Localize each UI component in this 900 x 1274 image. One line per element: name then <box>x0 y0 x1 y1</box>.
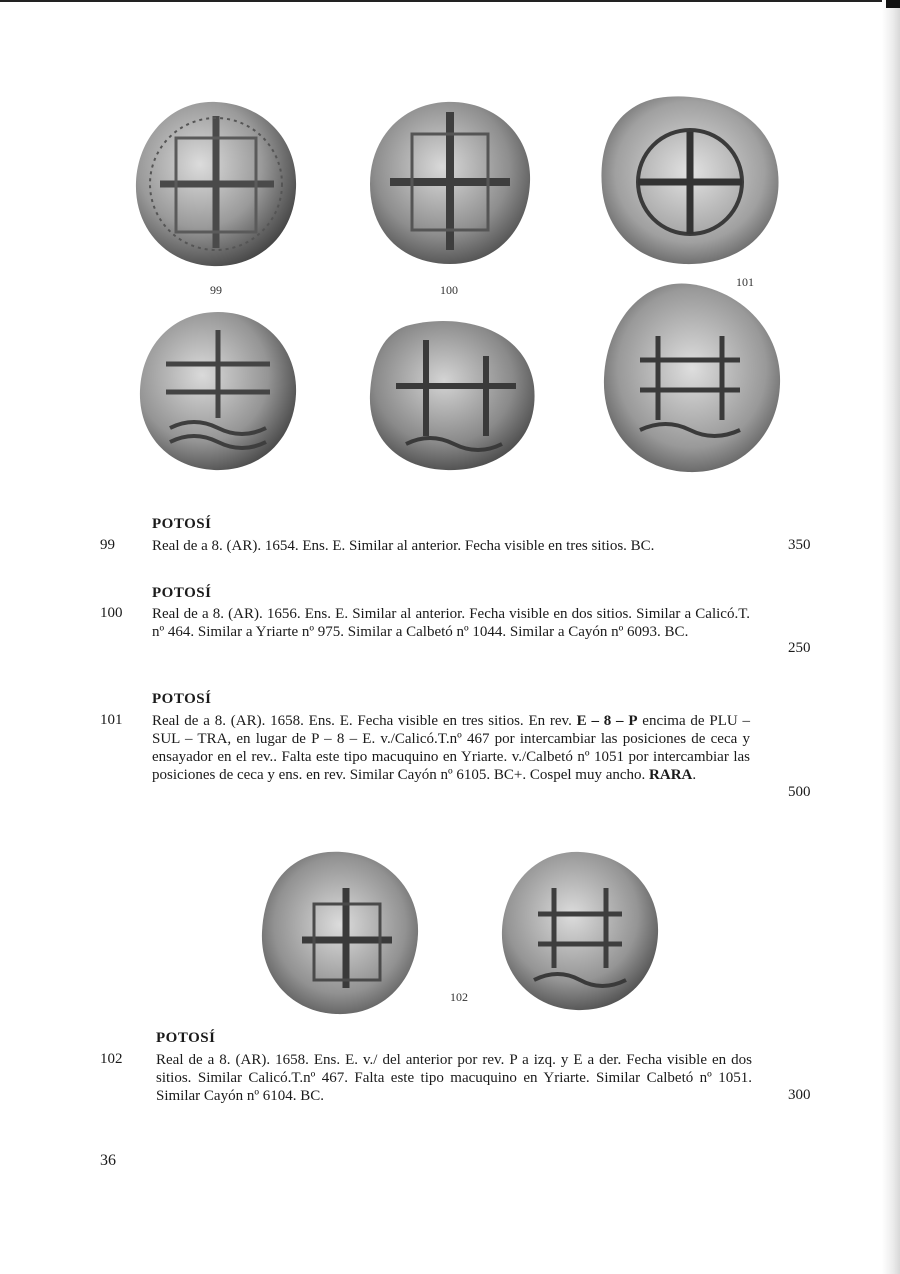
entry-number: 101 <box>100 712 123 728</box>
page-number: 36 <box>100 1152 116 1169</box>
figure-label-99: 99 <box>210 283 222 297</box>
mint-heading: POTOSÍ <box>152 585 212 601</box>
description-text: . <box>692 767 697 783</box>
entry-price: 500 <box>788 784 811 800</box>
figure-label-101: 101 <box>736 275 754 289</box>
page-right-edge <box>882 0 900 1274</box>
rarity-emphasis: RARA <box>649 767 693 783</box>
page-top-edge <box>0 0 900 2</box>
mint-heading: POTOSÍ <box>156 1030 216 1046</box>
description-text: Real de a 8. (AR). 1658. Ens. E. Fecha visible en tres sitios. En rev. <box>152 713 577 729</box>
coin-101-reverse <box>600 280 782 476</box>
figure-label-102: 102 <box>450 990 468 1004</box>
entry-price: 250 <box>788 640 811 656</box>
entry-number: 99 <box>100 537 115 553</box>
entry-description: Real de a 8. (AR). 1658. Ens. E. v./ del anterior por rev. P a izq. y E a der. Fecha visible en dos sitios. Similar Calicó.T.nº 467. Falta este tipo macuquino en Yriarte. Similar Calbetó nº 1051. Similar Cayón nº 6104. BC. <box>156 1052 752 1104</box>
description-text: encima de PLU – SUL – TRA, en lugar de P – 8 – E. v./Calicó.T.nº 467 por intercambiar las posiciones de ceca y ensayador en el rev.. Falta este tipo macuquino en Yriarte. v./Calbetó nº 1051 por intercambiar las posiciones de ceca y ens. en rev. Similar Cayón nº 6105. BC+. Cospel muy ancho. <box>152 713 750 783</box>
coin-101-obverse <box>598 92 782 268</box>
mint-heading: POTOSÍ <box>152 516 212 532</box>
coin-102-obverse <box>258 848 422 1018</box>
coin-99-obverse <box>132 98 300 270</box>
coin-99-reverse <box>136 308 300 474</box>
entry-number: 100 <box>100 605 123 621</box>
entry-description <box>152 712 750 784</box>
entry-price: 350 <box>788 537 811 553</box>
entry-description: Real de a 8. (AR). 1654. Ens. E. Similar al anterior. Fecha visible en tres sitios. BC. <box>152 538 655 554</box>
corner-mark <box>886 0 900 8</box>
coin-100-obverse <box>366 98 534 268</box>
figure-label-100: 100 <box>440 283 458 297</box>
entry-number: 102 <box>100 1051 123 1067</box>
entry-price: 300 <box>788 1087 811 1103</box>
mint-heading: POTOSÍ <box>152 691 212 707</box>
description-emphasis: E – 8 – P <box>576 713 638 729</box>
coin-102-reverse <box>498 848 662 1014</box>
entry-description: Real de a 8. (AR). 1656. Ens. E. Similar al anterior. Fecha visible en dos sitios. Similar a Calicó.T. nº 464. Similar a Yriarte nº 975. Similar a Calbetó nº 1044. Similar a Cayón nº 6093. BC. <box>152 606 750 640</box>
coin-100-reverse <box>366 316 538 474</box>
